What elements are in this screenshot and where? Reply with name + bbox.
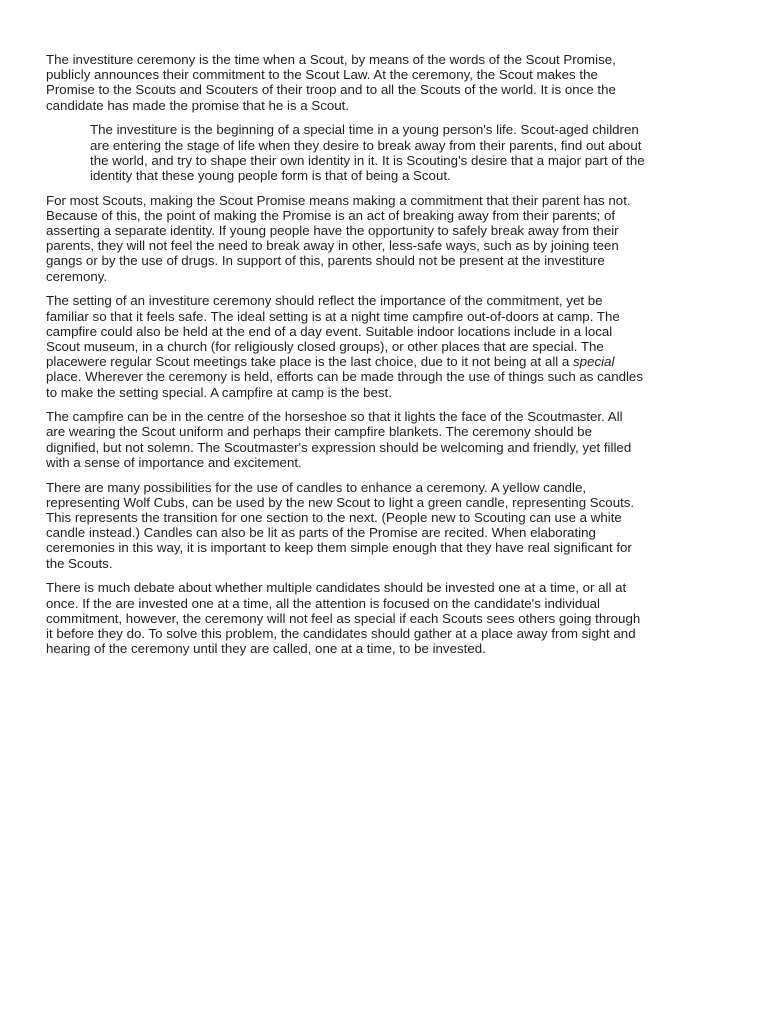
setting-text-before: The setting of an investiture ceremony should reflect the importance of the commitment, yet be familiar so that it feels safe. The ideal setting is at a night time campfire out-of-doors at camp. The campfire could also be held at the end of a day event. Suitable indoor locations include in a local Scout museum, in a church (for religiously closed groups), or other places that are special. The placewere regular Scout meetings take place is the last choice, due to it not being at all a: [46, 293, 620, 370]
paragraph-multiple-candidates: There is much debate about whether multiple candidates should be invested one at a time, or all at once. If the are invested one at a time, all the attention is focused on the candidate's individual commitment, however, the ceremony will not feel as special if each Scouts sees others going through it before they do. To solve this problem, the candidates should gather at a place away from sight and hearing of the ceremony until they are called, one at a time, to be invested.: [46, 580, 641, 657]
document-body: [46, 52, 726, 666]
paragraph-promise-commitment: For most Scouts, making the Scout Promise means making a commitment that their parent has not. Because of this, the point of making the Promise is an act of breaking away from their parents; of asserting a separate identity. If young people have the opportunity to safely break away from their parents, they will not feel the need to break away in other, less-safe ways, such as by joining teen gangs or by the use of drugs. In support of this, parents should not be present at the investiture ceremony.: [46, 192, 631, 284]
paragraph-ceremony-setting: [46, 293, 726, 399]
paragraph-candles: There are many possibilities for the use of candles to enhance a ceremony. A yellow candle, representing Wolf Cubs, can be used by the new Scout to light a green candle, representing Scouts. This represents the transition for one section to the next. (People new to Scouting can use a white candle instead.) Candles can also be lit as parts of the Promise are recited. When elaborating ceremonies in this way, it is important to keep them simple enough that they have real significant for the Scouts.: [46, 479, 635, 571]
paragraph-campfire: The campfire can be in the centre of the horseshoe so that it lights the face of the Scoutmaster. All are wearing the Scout uniform and perhaps their campfire blankets. The ceremony should be dignified, but not solemn. The Scoutmaster's expression should be welcoming and friendly, yet filled with a sense of importance and excitement.: [46, 409, 632, 470]
setting-text-after: place. Wherever the ceremony is held, efforts can be made through the use of things such as candles to make the setting special. A campfire at camp is the best.: [46, 369, 643, 400]
paragraph-investiture-definition: The investiture ceremony is the time when a Scout, by means of the words of the Scout Promise, publicly announces their commitment to the Scout Law. At the ceremony, the Scout makes the Promise to the Scouts and Scouters of their troop and to all the Scouts of the world. It is once the candidate has made the promise that he is a Scout.: [46, 52, 616, 113]
indented-quote-paragraph: The investiture is the beginning of a special time in a young person's life. Scout-aged children are entering the stage of life when they desire to break away from their parents, find out about the world, and try to shape their own identity in it. It is Scouting's desire that a major part of the identity that these young people form is that of being a Scout.: [90, 122, 645, 183]
special-emphasis: special: [573, 354, 615, 370]
